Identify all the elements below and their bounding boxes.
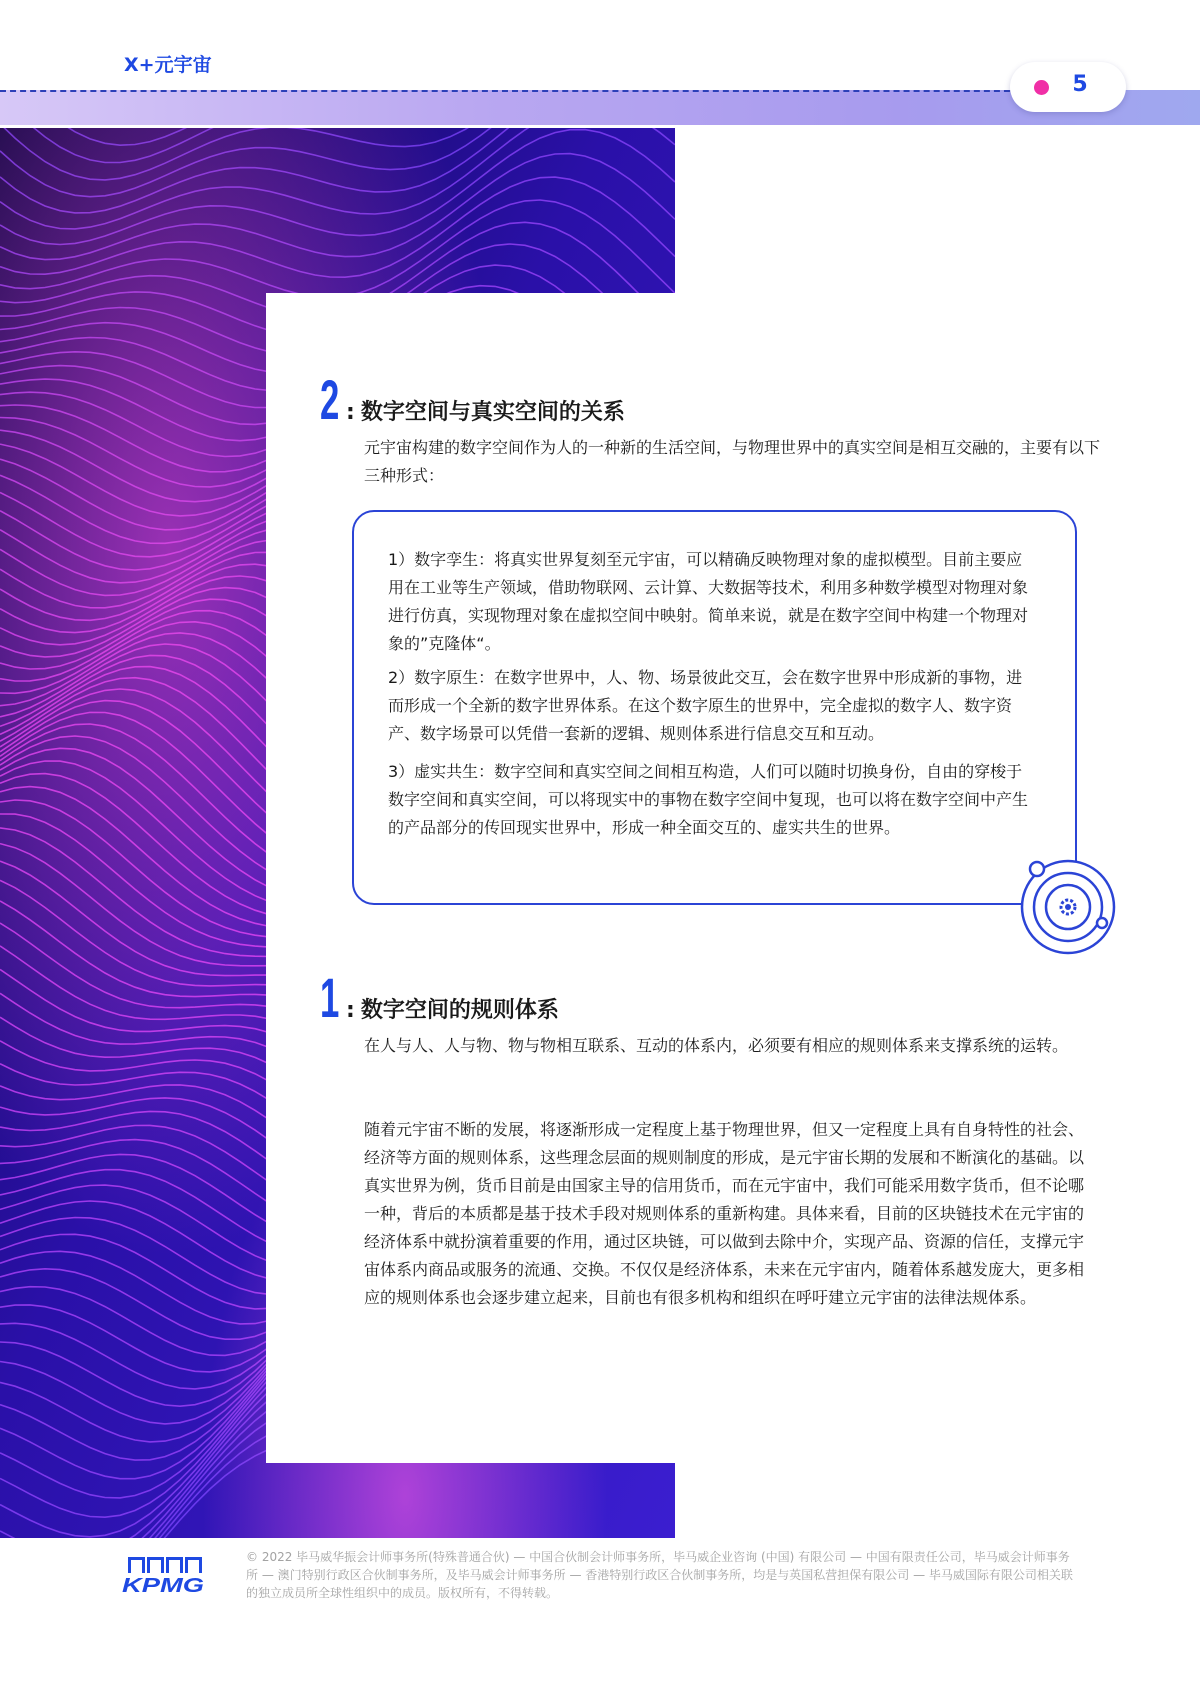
header-divider	[0, 90, 1020, 92]
page-dot-icon	[1034, 80, 1049, 95]
orbit-gear-icon	[1018, 857, 1118, 957]
section-number: 2	[320, 368, 340, 431]
section-1-heading	[320, 966, 559, 1029]
kpmg-logo	[120, 1555, 210, 1595]
copyright-notice: © 2022 毕马威华振会计师事务所(特殊普通合伙) — 中国合伙制会计师事务所，毕马威企业咨询 (中国) 有限公司 — 中国有限责任公司，毕马威会计师事务所 — 澳门特别行政区合伙制事务所，及毕马威会计师事务所 — 香港特别行政区合伙制事务所，均是与英国私营担保有限公司 — 毕马威国际有限公司相关联的独立成员所全球性组织中的成员。版权所有，不得转载。	[246, 1550, 1073, 1600]
section-1-para-1: 在人与人、人与物、物与物相互联系、互动的体系内，必须要有相应的规则体系来支撑系统的运转。	[364, 1036, 1069, 1055]
section-colon: :	[346, 998, 355, 1023]
section-number: 1	[320, 966, 340, 1029]
page-indicator	[1010, 62, 1126, 112]
section-title: 数字空间与真实空间的关系	[360, 400, 625, 425]
callout-item-virtual-real-symbiosis: 3）虚实共生：数字空间和真实空间之间相互构造，人们可以随时切换身份，自由的穿梭于数字空间和真实空间，可以将现实中的事物在数字空间中复现，也可以将在数字空间中产生的产品部分的传回现实世界中，形成一种全面交互的、虚实共生的世界。	[388, 762, 1029, 837]
kpmg-logo-text: KPMG	[122, 1575, 204, 1595]
report-title: X+元宇宙	[124, 54, 212, 76]
section-2-heading	[320, 368, 625, 431]
section-colon: :	[346, 400, 355, 425]
section-2-intro: 元宇宙构建的数字空间作为人的一种新的生活空间，与物理世界中的真实空间是相互交融的，主要有以下三种形式：	[364, 438, 1101, 485]
page-number: 5	[1072, 72, 1088, 97]
callout-item-digital-twin: 1）数字孪生：将真实世界复刻至元宇宙，可以精确反映物理对象的虚拟模型。目前主要应用在工业等生产领域，借助物联网、云计算、大数据等技术，利用多种数学模型对物理对象进行仿真，实现物理对象在虚拟空间中映射。简单来说，就是在数字空间中构建一个物理对象的”克隆体“。	[388, 550, 1029, 653]
section-1-para-2: 随着元宇宙不断的发展，将逐渐形成一定程度上基于物理世界，但又一定程度上具有自身特性的社会、经济等方面的规则体系，这些理念层面的规则制度的形成，是元宇宙长期的发展和不断演化的基础。以真实世界为例，货币目前是由国家主导的信用货币，而在元宇宙中，我们可能采用数字货币，但不论哪一种，背后的本质都是基于技术手段对规则体系的重新构建。具体来看，目前的区块链技术在元宇宙的经济体系中就扮演着重要的作用，通过区块链，可以做到去除中介，实现产品、资源的信任，支撑元宇宙体系内商品或服务的流通、交换。不仅仅是经济体系，未来在元宇宙内，随着体系越发庞大，更多相应的规则体系也会逐步建立起来，目前也有很多机构和组织在呼吁建立元宇宙的法律法规体系。	[364, 1120, 1085, 1307]
section-title: 数字空间的规则体系	[360, 998, 559, 1023]
callout-item-digital-native: 2）数字原生：在数字世界中，人、物、场景彼此交互，会在数字世界中形成新的事物，进而形成一个全新的数字世界体系。在这个数字原生的世界中，完全虚拟的数字人、数字资产、数字场景可以凭借一套新的逻辑、规则体系进行信息交互和互动。	[388, 668, 1023, 743]
forms-callout-box	[352, 510, 1077, 905]
